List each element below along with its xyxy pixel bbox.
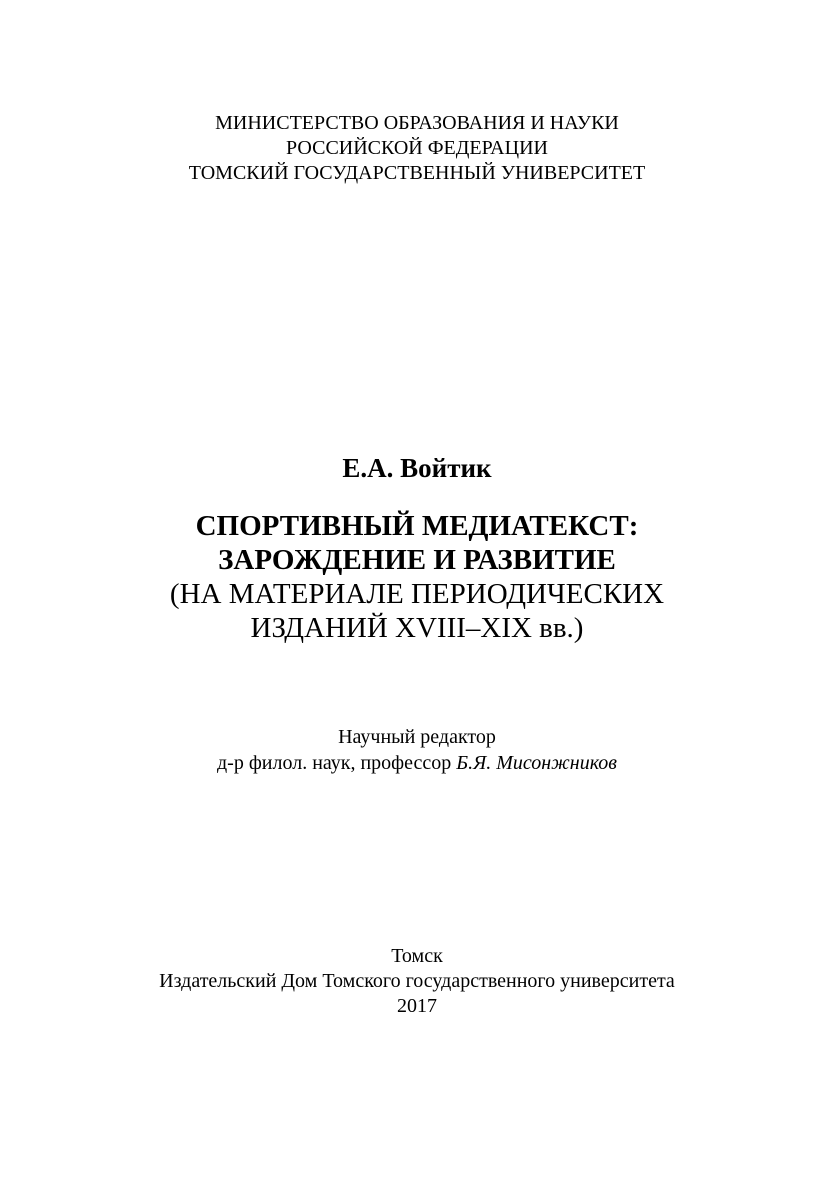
author-name (0, 451, 834, 485)
subtitle-line-1: (НА МАТЕРИАЛЕ ПЕРИОДИЧЕСКИХ (169, 578, 665, 610)
imprint (0, 944, 834, 1019)
editor-credit-line (0, 750, 834, 776)
university-line: ТОМСКИЙ ГОСУДАРСТВЕННЫЙ УНИВЕРСИТЕТ (188, 162, 646, 184)
subtitle-line-2: ИЗДАНИЙ XVIII–XIX вв.) (250, 612, 584, 644)
book-title (0, 509, 834, 645)
editor-credentials: д-р филол. наук, профессор (217, 752, 457, 774)
editor-label: Научный редактор (338, 726, 496, 748)
federation-line: РОССИЙСКОЙ ФЕДЕРАЦИИ (286, 137, 548, 159)
title-line-2: ЗАРОЖДЕНИЕ И РАЗВИТИЕ (218, 544, 616, 576)
imprint-publisher: Издательский Дом Томского государственного университета (159, 970, 675, 992)
author-text: Е.А. Войтик (342, 453, 492, 483)
editor-name: Б.Я. Мисонжников (456, 752, 617, 774)
institution-header (0, 111, 834, 186)
imprint-city: Томск (391, 945, 443, 967)
title-line-1: СПОРТИВНЫЙ МЕДИАТЕКСТ: (195, 510, 639, 542)
imprint-year: 2017 (397, 995, 437, 1017)
ministry-line: МИНИСТЕРСТВО ОБРАЗОВАНИЯ И НАУКИ (215, 112, 619, 134)
scientific-editor (0, 724, 834, 776)
